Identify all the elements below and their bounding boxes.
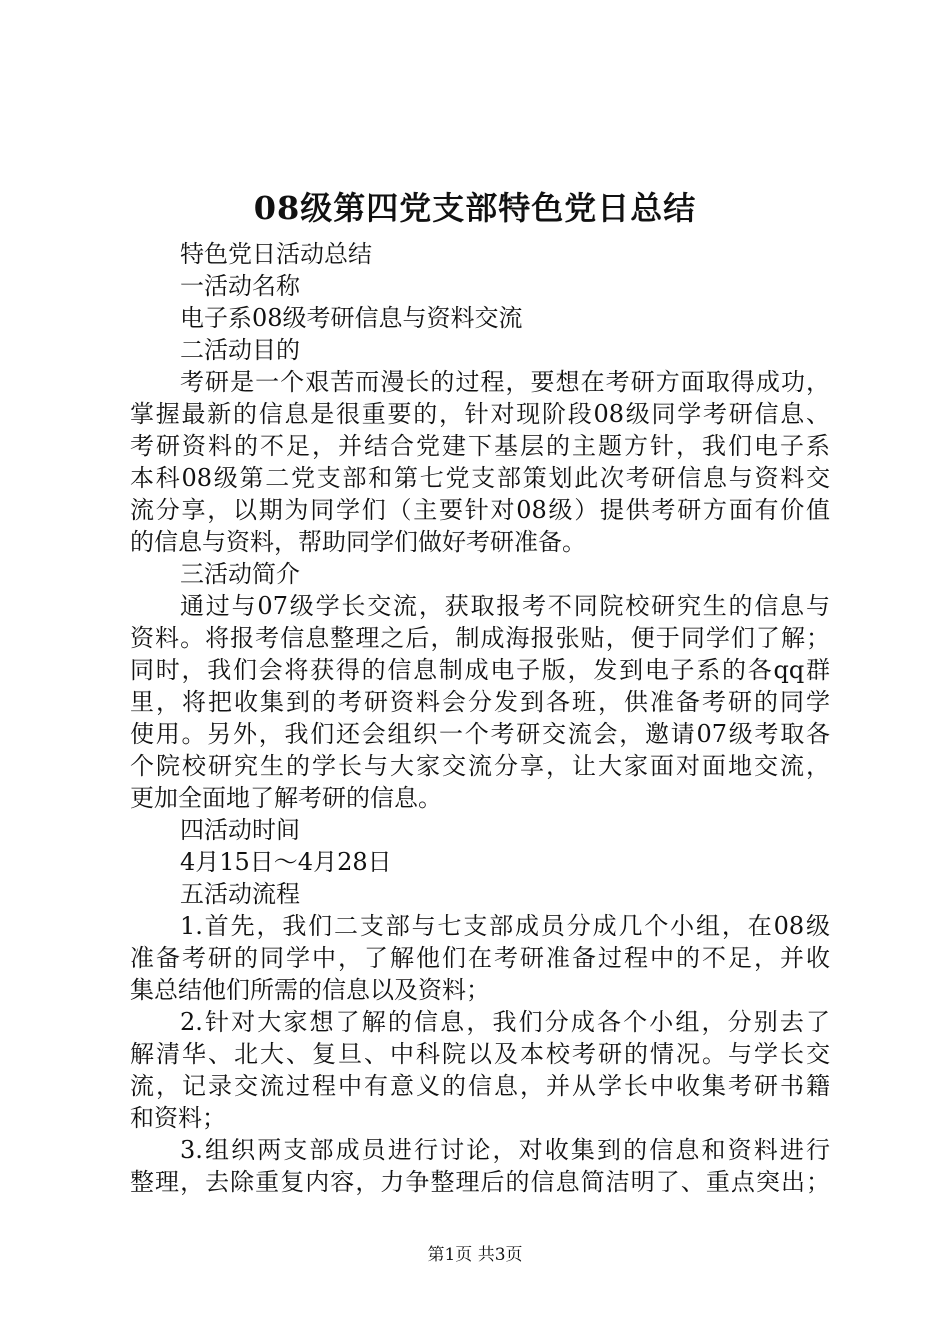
- body-line: 考研资料的不足，并结合党建下基层的主题方针，我们电子系: [130, 432, 830, 460]
- body-line: 更加全面地了解考研的信息。: [130, 784, 442, 812]
- body-line: 同时，我们会将获得的信息制成电子版，发到电子系的各qq群: [130, 656, 830, 684]
- body-line: 里，将把收集到的考研资料会分发到各班，供准备考研的同学: [130, 688, 830, 716]
- document-body: [130, 238, 830, 1198]
- body-line: 集总结他们所需的信息以及资料；: [130, 976, 490, 1004]
- document-title: 08级第四党支部特色党日总结: [253, 189, 697, 227]
- body-line: 4月15日～4月28日: [180, 848, 392, 876]
- body-line: 电子系08级考研信息与资料交流: [180, 304, 523, 332]
- body-line: 解清华、北大、复旦、中科院以及本校考研的情况。与学长交: [130, 1040, 830, 1068]
- body-line: 3.组织两支部成员进行讨论，对收集到的信息和资料进行: [180, 1136, 830, 1164]
- body-line: 使用。另外，我们还会组织一个考研交流会，邀请07级考取各: [130, 720, 830, 748]
- body-line: 流分享，以期为同学们（主要针对08级）提供考研方面有价值: [130, 496, 830, 524]
- body-line: 个院校研究生的学长与大家交流分享，让大家面对面地交流，: [130, 752, 830, 780]
- body-line: 本科08级第二党支部和第七党支部策划此次考研信息与资料交: [130, 464, 830, 492]
- body-line: 和资料；: [130, 1104, 226, 1132]
- body-line: 掌握最新的信息是很重要的，针对现阶段08级同学考研信息、: [130, 400, 830, 428]
- body-line: 2.针对大家想了解的信息，我们分成各个小组，分别去了: [180, 1008, 830, 1036]
- body-line: 1.首先，我们二支部与七支部成员分成几个小组，在08级: [180, 912, 830, 940]
- body-line: 整理，去除重复内容，力争整理后的信息简洁明了、重点突出；: [130, 1168, 830, 1196]
- body-line: 三活动简介: [180, 560, 300, 588]
- body-line: 考研是一个艰苦而漫长的过程，要想在考研方面取得成功，: [180, 368, 830, 396]
- body-line: 四活动时间: [180, 816, 300, 844]
- body-line: 准备考研的同学中，了解他们在考研准备过程中的不足，并收: [130, 944, 830, 972]
- body-line: 特色党日活动总结: [180, 240, 372, 268]
- body-line: 流，记录交流过程中有意义的信息，并从学长中收集考研书籍: [130, 1072, 830, 1100]
- body-line: 资料。将报考信息整理之后，制成海报张贴，便于同学们了解；: [130, 624, 830, 652]
- body-line: 二活动目的: [180, 336, 300, 364]
- body-line: 一活动名称: [180, 272, 300, 300]
- body-line: 通过与07级学长交流，获取报考不同院校研究生的信息与: [180, 592, 830, 620]
- body-line: 的信息与资料，帮助同学们做好考研准备。: [130, 528, 586, 556]
- body-line: 五活动流程: [180, 880, 300, 908]
- page-footer: 第1页 共3页: [427, 1245, 523, 1265]
